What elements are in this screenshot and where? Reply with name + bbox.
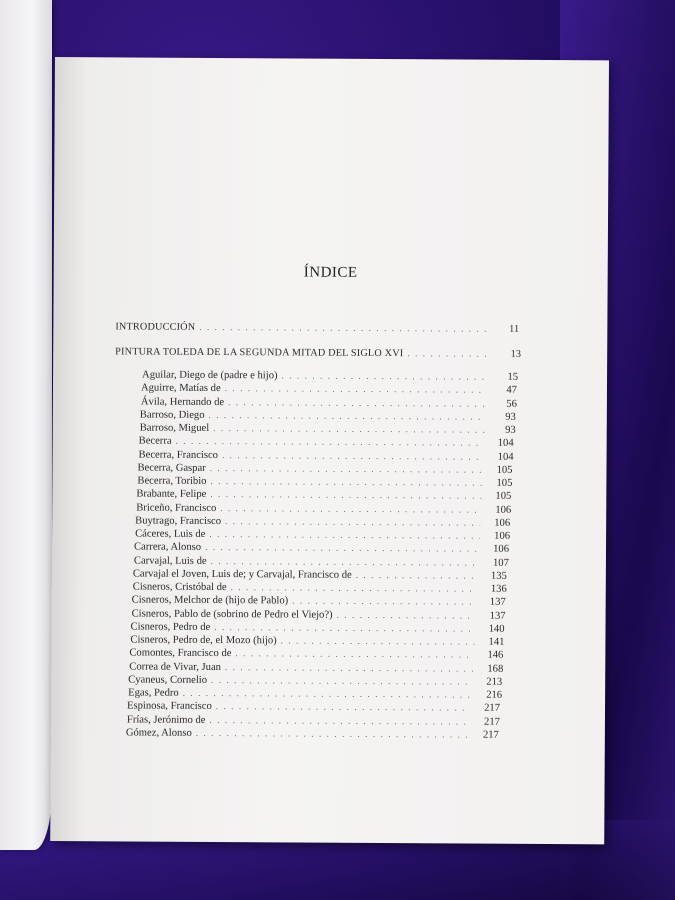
leader-dots [205, 541, 479, 555]
leader-dots [231, 581, 477, 595]
toc-entry-label: Barroso, Miguel [139, 422, 210, 434]
toc-section-page: 11 [509, 323, 520, 335]
leader-dots [210, 462, 483, 476]
toc-entry-page: 137 [489, 596, 506, 609]
toc-entry-page: 105 [495, 490, 512, 503]
book-page [50, 57, 609, 844]
toc-entry-label: Cáceres, Luis de [135, 528, 206, 540]
toc-entry-label: Correa de Vivar, Juan [129, 660, 222, 673]
toc-entry-page: 47 [506, 385, 518, 397]
toc-entry-label: Becerra [138, 435, 172, 447]
toc-entry-page: 141 [488, 636, 505, 648]
toc-entry-label: Briceño, Francisco [136, 502, 217, 514]
leader-dots [216, 700, 470, 714]
toc-section-page: 13 [510, 348, 522, 360]
left-page-edge [0, 0, 52, 850]
toc-entry-label: Becerra, Gaspar [137, 462, 206, 474]
toc-entry-label: Barroso, Diego [139, 409, 205, 421]
toc-entry-label: Carvajal el Joven, Luis de; y Carvajal, Francisco de [132, 568, 352, 581]
toc-entry-page: 105 [496, 464, 513, 476]
toc-entry-page: 105 [496, 477, 513, 489]
leader-dots [199, 321, 489, 335]
leader-dots [183, 687, 472, 701]
toc-entry-label: Cisneros, Pedro de, el Mozo (hijo) [130, 634, 277, 647]
toc-entry-label: Cisneros, Cristóbal de [132, 581, 227, 594]
toc-entry-label: Egas, Pedro [128, 687, 179, 699]
toc-entry-label: Comontes, Francisco de [129, 647, 232, 660]
toc-section-introduccion [115, 320, 519, 335]
toc-entry-label: Becerra, Francisco [138, 449, 219, 461]
toc-entry-label: Cisneros, Pedro de [130, 621, 211, 633]
toc-entry-page: 135 [490, 570, 507, 582]
leader-dots [210, 475, 482, 489]
toc-entry [126, 726, 499, 741]
toc-entry-label: Cyaneus, Cornelio [128, 674, 208, 686]
leader-dots [176, 435, 484, 449]
toc-entry-label: Cisneros, Melchor de (hijo de Pablo) [131, 594, 289, 607]
toc-section-label: PINTURA TOLEDA DE LA SEGUNDA MITAD DEL SIGLO XVI [115, 346, 404, 360]
toc-entry-page: 217 [482, 729, 499, 741]
toc-entry-label: Aguilar, Diego de (padre e hijo) [142, 369, 278, 382]
leader-dots [228, 396, 487, 410]
leader-dots [214, 621, 474, 635]
toc-entry-page: 216 [486, 689, 503, 701]
toc-entry-label: Buytrago, Francisco [135, 515, 222, 527]
toc-entry-page: 107 [492, 557, 509, 569]
leader-dots [225, 661, 473, 675]
toc-entry-label: Gómez, Alonso [125, 727, 192, 739]
toc-entry-page: 106 [495, 504, 512, 516]
toc-entry-page: 56 [506, 398, 517, 410]
toc-entry-label: Frías, Jerónimo de [126, 713, 206, 726]
leader-dots [209, 409, 486, 423]
toc-section-pintura [115, 345, 521, 360]
leader-dots [282, 369, 489, 382]
toc-entry-page: 140 [488, 623, 505, 635]
leader-dots [281, 634, 475, 647]
leader-dots [225, 515, 480, 529]
toc-entry-label: Carrera, Alonso [133, 541, 202, 554]
leader-dots [292, 595, 476, 608]
toc-entry-label: Aguirre, Matías de [140, 382, 221, 395]
toc-entry-page: 213 [486, 676, 503, 688]
leader-dots [235, 647, 473, 660]
toc-entry-page: 104 [497, 451, 514, 463]
leader-dots [196, 727, 469, 741]
toc-entry-page: 106 [494, 530, 511, 542]
toc-entry-page: 217 [484, 702, 501, 714]
toc-entry-page: 104 [497, 437, 514, 450]
toc-entry-page: 106 [493, 543, 510, 556]
toc-entry-page: 168 [487, 663, 504, 675]
leader-dots [211, 554, 479, 568]
toc-entry-label: Becerra, Toribio [137, 475, 207, 487]
leader-dots [407, 347, 491, 360]
leader-dots [209, 528, 480, 542]
toc-section-label: INTRODUCCIÓN [115, 321, 196, 333]
leader-dots [213, 422, 486, 436]
toc-entry-label: Espinosa, Francisco [127, 700, 212, 713]
toc-entry-page: 93 [505, 424, 516, 436]
toc-entry-page: 217 [484, 716, 500, 728]
toc-entry-page: 106 [494, 517, 511, 529]
toc-entry-label: Brabante, Felipe [136, 488, 207, 501]
toc-entry-page: 15 [507, 371, 519, 383]
leader-dots [225, 382, 487, 396]
toc-entry-page: 136 [490, 583, 507, 595]
toc-entry-page: 137 [489, 610, 506, 622]
page-title: ÍNDICE [303, 264, 358, 281]
toc-entry-label: Carvajal, Luis de [133, 554, 207, 567]
leader-dots [211, 674, 472, 688]
toc-entry-label: Ávila, Hernando de [140, 396, 225, 408]
leader-dots [356, 569, 477, 582]
toc-entry-label: Cisneros, Pablo de (sobrino de Pedro el Viejo?) [131, 607, 333, 621]
leader-dots [337, 608, 476, 621]
toc-entry-page: 146 [487, 649, 504, 661]
toc-entry-page: 93 [505, 411, 516, 423]
leader-dots [210, 488, 481, 502]
leader-dots [222, 449, 484, 463]
leader-dots [220, 502, 481, 516]
leader-dots [209, 713, 470, 727]
